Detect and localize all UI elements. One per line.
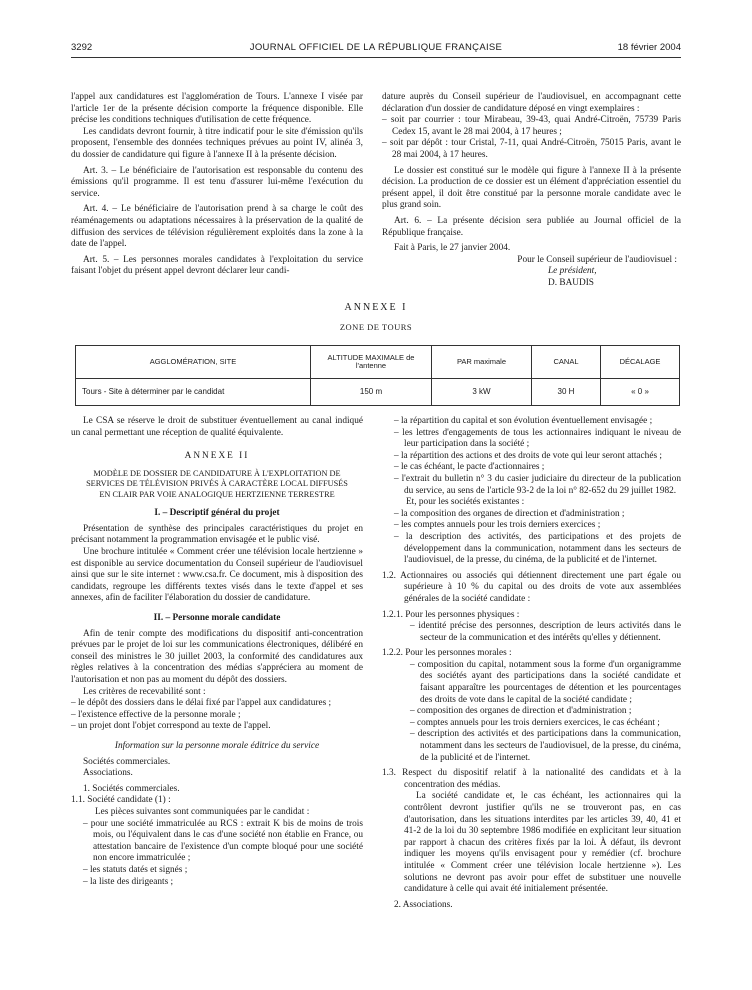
list-item: Sociétés commerciales. xyxy=(83,756,171,767)
paragraph: Le dossier est constitué sur le modèle qui figure à l'annexe II à la présente décision. La production de ce dossier est un élément d'appréciation essentiel du présent appel, il doit être constitué par la personne morale candidate avec le plus grand soin. xyxy=(382,165,681,211)
issue-date: 18 février 2004 xyxy=(617,42,681,53)
numbered-heading: 1.2.1. Pour les personnes physiques : xyxy=(382,609,520,620)
list-item: – le cas échéant, le pacte d'actionnaires ; xyxy=(394,462,545,473)
list-item: – la répartition des actions et des droits de vote qui leur seront attachés ; xyxy=(394,450,662,461)
list-item: – un projet dont l'objet correspond au texte de l'appel. xyxy=(71,721,271,732)
page-number: 3292 xyxy=(71,42,93,53)
numbered-heading: 1. Sociétés commerciales. xyxy=(83,783,180,794)
paragraph: Les candidats devront fournir, à titre indicatif pour le site d'émission qu'ils proposent, l'ensemble des données techniques prévues au point IV, alinéa 3, du dossier de candidature qui figure à l'annexe II à la présente décision. xyxy=(71,126,363,160)
list-item: – composition des organes de direction et d'administration ; xyxy=(410,706,632,717)
table-cell: 30 H xyxy=(532,379,601,406)
table-row xyxy=(76,379,680,406)
paragraph: Et, pour les sociétés existantes : xyxy=(406,497,525,508)
paragraph: dature auprès du Conseil supérieur de l'audiovisuel, en accompagnant cette déclaration d'un dossier de candidature déposé en vingt exemplaires : xyxy=(382,92,681,114)
column-header: CANAL xyxy=(532,346,601,379)
list-item: – comptes annuels pour les trois derniers exercices, le cas échéant ; xyxy=(410,717,660,728)
list-item: – les comptes annuels pour les trois derniers exercices ; xyxy=(394,520,601,531)
table-cell: « 0 » xyxy=(601,379,680,406)
list-item: – l'extrait du bulletin n° 3 du casier judiciaire du directeur de la publication du service, au sens de l'article 93-2 de la loi n° 82-652 du 29 juillet 1982. xyxy=(394,473,681,496)
header-rule xyxy=(71,57,681,58)
list-item: – composition du capital, notamment sous la forme d'un organigramme des sociétés ayant des participations dans la société candidate et faisant apparaître les pourcentages de détention et les pourcentages des droits de vote dans le capital de la société candidate ; xyxy=(410,659,681,705)
numbered-heading: 2. Associations. xyxy=(394,899,453,910)
signature-title: Le président, xyxy=(548,266,597,277)
section-heading: I. – Descriptif général du projet xyxy=(154,508,280,519)
article-5: Art. 5. – Les personnes morales candidates à l'exploitation du service faisant l'objet du présent appel devront déclarer leur candi- xyxy=(71,254,363,277)
frequency-table xyxy=(75,345,680,406)
article-6: Art. 6. – La présente décision sera publiée au Journal officiel de la République française. xyxy=(382,215,681,238)
numbered-heading: 1.2.2. Pour les personnes morales : xyxy=(382,648,512,659)
table-cell: 3 kW xyxy=(432,379,532,406)
annex-1-zone: ZONE DE TOURS xyxy=(339,322,413,332)
top-left-column xyxy=(71,92,363,278)
column-header: DÉCALAGE xyxy=(601,346,680,379)
subsection-heading: Information sur la personne morale éditrice du service xyxy=(114,740,320,751)
list-item: – le dépôt des dossiers dans le délai fixé par l'appel aux candidatures ; xyxy=(71,698,332,709)
paragraph: l'appel aux candidatures est l'agglomération de Tours. L'annexe I visée par l'article 1er de la présente décision comporte la fréquence disponible. Elle précise les conditions techniques d'utilisation de cette fréquence. xyxy=(71,92,363,126)
list-item: – l'existence effective de la personne morale ; xyxy=(71,709,241,720)
article-3: Art. 3. – Le bénéficiaire de l'autorisation est responsable du contenu des émissions qu'il programme. Il est tenu d'assurer lui-même l'exécution du service. xyxy=(71,165,363,199)
list-item: – la description des activités, des participations et des projets de développement dans la communication, notamment dans les secteurs de l'audiovisuel, de la presse, du cinéma, de la publicité et de l'internet. xyxy=(394,531,681,566)
numbered-heading: 1.2. Actionnaires ou associés qui détiennent directement une part égale ou supérieure à 10 % du capital ou des droits de vote aux assemblées générales de la société candidate : xyxy=(382,570,681,604)
annex-2-title: ANNEXE II xyxy=(184,451,250,462)
article-4: Art. 4. – Le bénéficiaire de l'autorisation prend à sa charge le coût des réaménagements ou adaptations nécessaires à la préservation de la qualité de diffusion des services de télévision régulièrement exploités dans la zone à la date de l'appel. xyxy=(71,204,363,250)
list-item: – la répartition du capital et son évolution éventuellement envisagée ; xyxy=(394,416,653,426)
paragraph: Le CSA se réserve le droit de substituer éventuellement au canal indiqué un canal permettant une réception de qualité équivalente. xyxy=(71,416,363,438)
bottom-left-column xyxy=(71,416,363,888)
paragraph: Les pièces suivantes sont communiquées par le candidat : xyxy=(95,806,310,817)
paragraph: Présentation de synthèse des principales caractéristiques du projet en précisant notamment la programmation envisagée et le public visé. xyxy=(71,523,363,546)
paragraph: Une brochure intitulée « Comment créer une télévision locale hertzienne » est disponible au service documentation du Conseil supérieur de l'audiovisuel ainsi que sur le site internet : www.csa.fr. Ce document, mis à disposition des candidats, regroupe les différents textes visés dans le texte d'appel et ses annexes, afin de faciliter l'élaboration du dossier de candidature. xyxy=(71,547,363,604)
column-header: ALTITUDE MAXIMALE de l'antenne xyxy=(311,346,432,379)
table-cell: 150 m xyxy=(311,379,432,406)
journal-title: JOURNAL OFFICIEL DE LA RÉPUBLIQUE FRANÇAISE xyxy=(249,42,503,53)
annex-1-title: ANNEXE I xyxy=(344,302,408,313)
signature-date: Fait à Paris, le 27 janvier 2004. xyxy=(394,243,511,254)
list-item: – les lettres d'engagements de tous les actionnaires indiquant le niveau de leur participation dans la société ; xyxy=(394,427,681,450)
list-item: – soit par courrier : tour Mirabeau, 39-43, quai André-Citroën, 75739 Paris Cedex 15, avant le 28 mai 2004, à 17 heures ; xyxy=(382,115,681,137)
list-item: – identité précise des personnes, description de leurs activités dans le secteur de la communication et des intérêts qu'elles y détiennent. xyxy=(410,621,681,643)
annex-2-subtitle: MODÈLE DE DOSSIER DE CANDIDATURE À L'EXPLOITATION DE SERVICES DE TÉLÉVISION PRIVÉS À CARACTÈRE LOCAL DIFFUSÉS EN CLAIR PAR VOIE ANALOGIQUE HERTZIENNE TERRESTRE xyxy=(86,468,348,499)
signature-line: Pour le Conseil supérieur de l'audiovisuel : xyxy=(517,254,677,265)
table-header-row xyxy=(76,346,680,379)
list-item: – les statuts datés et signés ; xyxy=(83,864,188,875)
list-item: Associations. xyxy=(83,768,133,779)
list-item: – la composition des organes de direction et d'administration ; xyxy=(394,508,625,519)
numbered-heading: 1.3. Respect du dispositif relatif à la nationalité des candidats et à la concentration des médias. xyxy=(382,768,681,790)
top-right-column xyxy=(382,92,681,290)
bottom-right-column xyxy=(382,416,681,911)
list-item: – description des activités et des participations dans la communication, notamment dans les secteurs de l'audiovisuel, de la presse, du cinéma, de la publicité et de l'internet. xyxy=(410,729,681,763)
list-item: – soit par dépôt : tour Cristal, 7-11, quai André-Citroën, 75015 Paris, avant le 28 mai 2004, à 17 heures. xyxy=(382,138,681,160)
paragraph: Les critères de recevabilité sont : xyxy=(83,686,206,697)
signatory: D. BAUDIS xyxy=(548,277,594,288)
section-heading: II. – Personne morale candidate xyxy=(153,613,281,624)
numbered-heading: 1.1. Société candidate (1) : xyxy=(71,795,171,806)
column-header: PAR maximale xyxy=(432,346,532,379)
table-cell: Tours - Site à déterminer par le candidat xyxy=(76,379,311,406)
paragraph: La société candidate et, le cas échéant, les actionnaires qui la contrôlent devront justifier qu'ils ne se trouveront pas, en cas d'autorisation, dans les situations interdites par les articles 39, 40, 41 et 41-2 de la loi du 30 septembre 1986 modifiée en explicitant leur situation par rapport à chacun des critères fixés par la loi. À défaut, ils devront indiquer les moyens qu'ils envisagent pour y remédier (cf. brochure intitulée « Comment créer une télévision locale hertzienne »). Les solutions ne devront pas avoir pour effet de substituer une nouvelle candidature à celle qui avait été initialement présentée. xyxy=(404,791,681,895)
list-item: – la liste des dirigeants ; xyxy=(83,876,174,887)
column-header: AGGLOMÉRATION, SITE xyxy=(76,346,311,379)
paragraph: Afin de tenir compte des modifications du dispositif anti-concentration prévues par le projet de loi sur les communications électroniques, délibéré en conseil des ministres le 30 juillet 2003, la conformité des candidatures aux règles relatives à la concentration des médias s'appréciera au moment de l'autorisation et non pas au moment du dépôt des dossiers. xyxy=(71,628,363,685)
list-item: – pour une société immatriculée au RCS : extrait K bis de moins de trois mois, ou l'équivalent dans le cas d'une société non établie en France, ou attestation bancaire de l'existence d'un compte bloqué pour une société non encore immatriculée ; xyxy=(83,818,363,864)
